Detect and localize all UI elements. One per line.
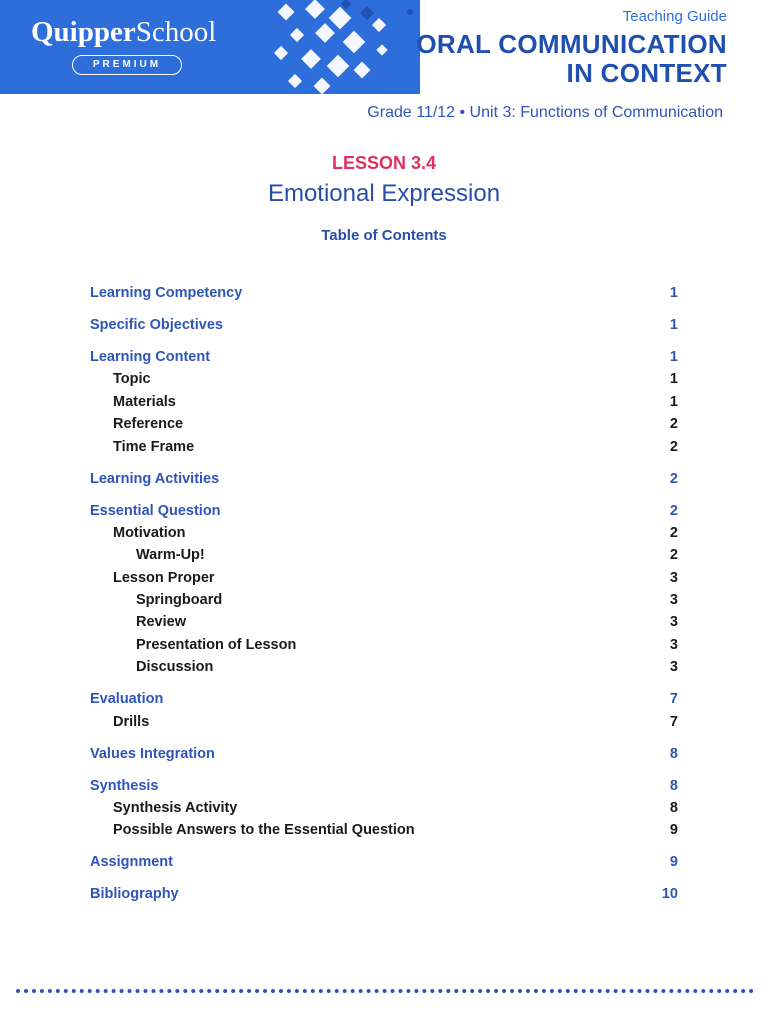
toc-title: Table of Contents [321,227,447,244]
toc-entry-label: Learning Competency [90,285,243,301]
table-of-contents [90,282,678,906]
toc-entry[interactable] [90,413,678,435]
toc-entry-label: Essential Question [90,502,221,519]
toc-entry-label: Presentation of Lesson [136,636,297,653]
toc-entry[interactable] [90,851,678,873]
lesson-number: LESSON 3.4 [331,153,437,173]
toc-entry[interactable] [90,611,678,633]
toc-entry[interactable] [90,711,678,733]
toc-entry-page: 3 [669,592,678,609]
header-banner [0,0,768,94]
toc-entry-page: 10 [661,886,678,903]
toc-entry-page: 2 [669,438,678,455]
toc-entry-page: 8 [669,799,678,816]
toc-entry-label: Evaluation [90,691,164,708]
toc-entry-page: 2 [669,502,678,519]
course-title-line2: IN CONTEXT [566,58,727,88]
toc-entry-page: 9 [669,822,678,839]
toc-entry-page: 1 [669,371,678,388]
toc-entry[interactable] [90,656,678,678]
premium-badge: PREMIUM [72,55,182,75]
toc-entry[interactable] [90,634,678,656]
toc-entry[interactable] [90,282,678,304]
toc-entry-label: Discussion [136,659,214,676]
course-title [416,30,727,88]
toc-entry-label: Synthesis [90,777,159,794]
teaching-guide-label: Teaching Guide [622,8,727,25]
toc-entry-page: 2 [669,470,678,487]
toc-entry-page: 2 [669,547,678,564]
toc-entry[interactable] [90,797,678,819]
toc-entry-page: 1 [669,348,678,365]
toc-entry-page: 3 [669,614,678,631]
toc-entry-page: 7 [669,713,678,730]
toc-entry-label: Specific Objectives [90,316,223,333]
brand-name-light: School [135,16,217,48]
toc-entry[interactable] [90,346,678,368]
toc-entry[interactable] [90,567,678,589]
toc-entry-label: Review [136,614,186,631]
toc-entry[interactable] [90,368,678,390]
toc-entry-page: 1 [669,393,678,410]
toc-entry-page: 9 [669,854,678,871]
toc-entry-label: Drills [113,713,150,730]
toc-entry[interactable] [90,391,678,413]
toc-entry-label: Learning Content [90,348,211,365]
toc-entry-page: 2 [669,524,678,541]
toc-entry-page: 3 [669,636,678,653]
toc-entry-label: Reference [113,416,184,433]
toc-entry-label: Lesson Proper [113,569,215,586]
toc-entry[interactable] [90,522,678,544]
decorative-diamonds-icon [270,0,430,94]
toc-entry[interactable] [90,500,678,522]
toc-entry-label: Values Integration [90,745,215,762]
lesson-title: Emotional Expression [267,180,501,207]
toc-entry[interactable] [90,468,678,490]
toc-entry[interactable] [90,544,678,566]
brand-name-bold: Quipper [31,16,136,48]
toc-entry[interactable] [90,743,678,765]
toc-entry[interactable] [90,314,678,336]
course-title-line1: ORAL COMMUNICATION [416,29,727,59]
toc-entry-label: Materials [113,393,176,410]
toc-entry-label: Assignment [90,854,173,871]
toc-entry-label: Bibliography [90,886,179,903]
toc-entry-page: 8 [669,777,678,794]
toc-entry-label: Topic [113,371,151,388]
toc-entry-page: 1 [669,316,678,333]
grade-unit-subheader: Grade 11/12 • Unit 3: Functions of Communication [367,104,723,121]
toc-entry[interactable] [90,436,678,458]
toc-entry-label: Motivation [113,524,186,541]
brand-logo [31,14,216,50]
toc-entry[interactable] [90,883,678,905]
toc-entry-label: Synthesis Activity [113,799,238,816]
toc-entry-page: 7 [669,691,678,708]
footer-dotted-divider [16,989,754,993]
toc-entry[interactable] [90,775,678,797]
toc-entry[interactable] [90,688,678,710]
toc-entry-label: Possible Answers to the Essential Question [113,822,415,839]
toc-entry-label: Warm-Up! [136,547,205,564]
toc-entry-page: 2 [669,416,678,433]
toc-entry-label: Learning Activities [90,470,220,487]
toc-entry-page: 3 [669,569,678,586]
toc-entry-label: Time Frame [113,438,195,455]
toc-entry[interactable] [90,819,678,841]
toc-entry-label: Springboard [136,592,223,609]
toc-entry-page: 8 [669,745,678,762]
toc-entry[interactable] [90,589,678,611]
toc-entry-page: 3 [669,659,678,676]
toc-entry-page: 1 [669,285,678,301]
